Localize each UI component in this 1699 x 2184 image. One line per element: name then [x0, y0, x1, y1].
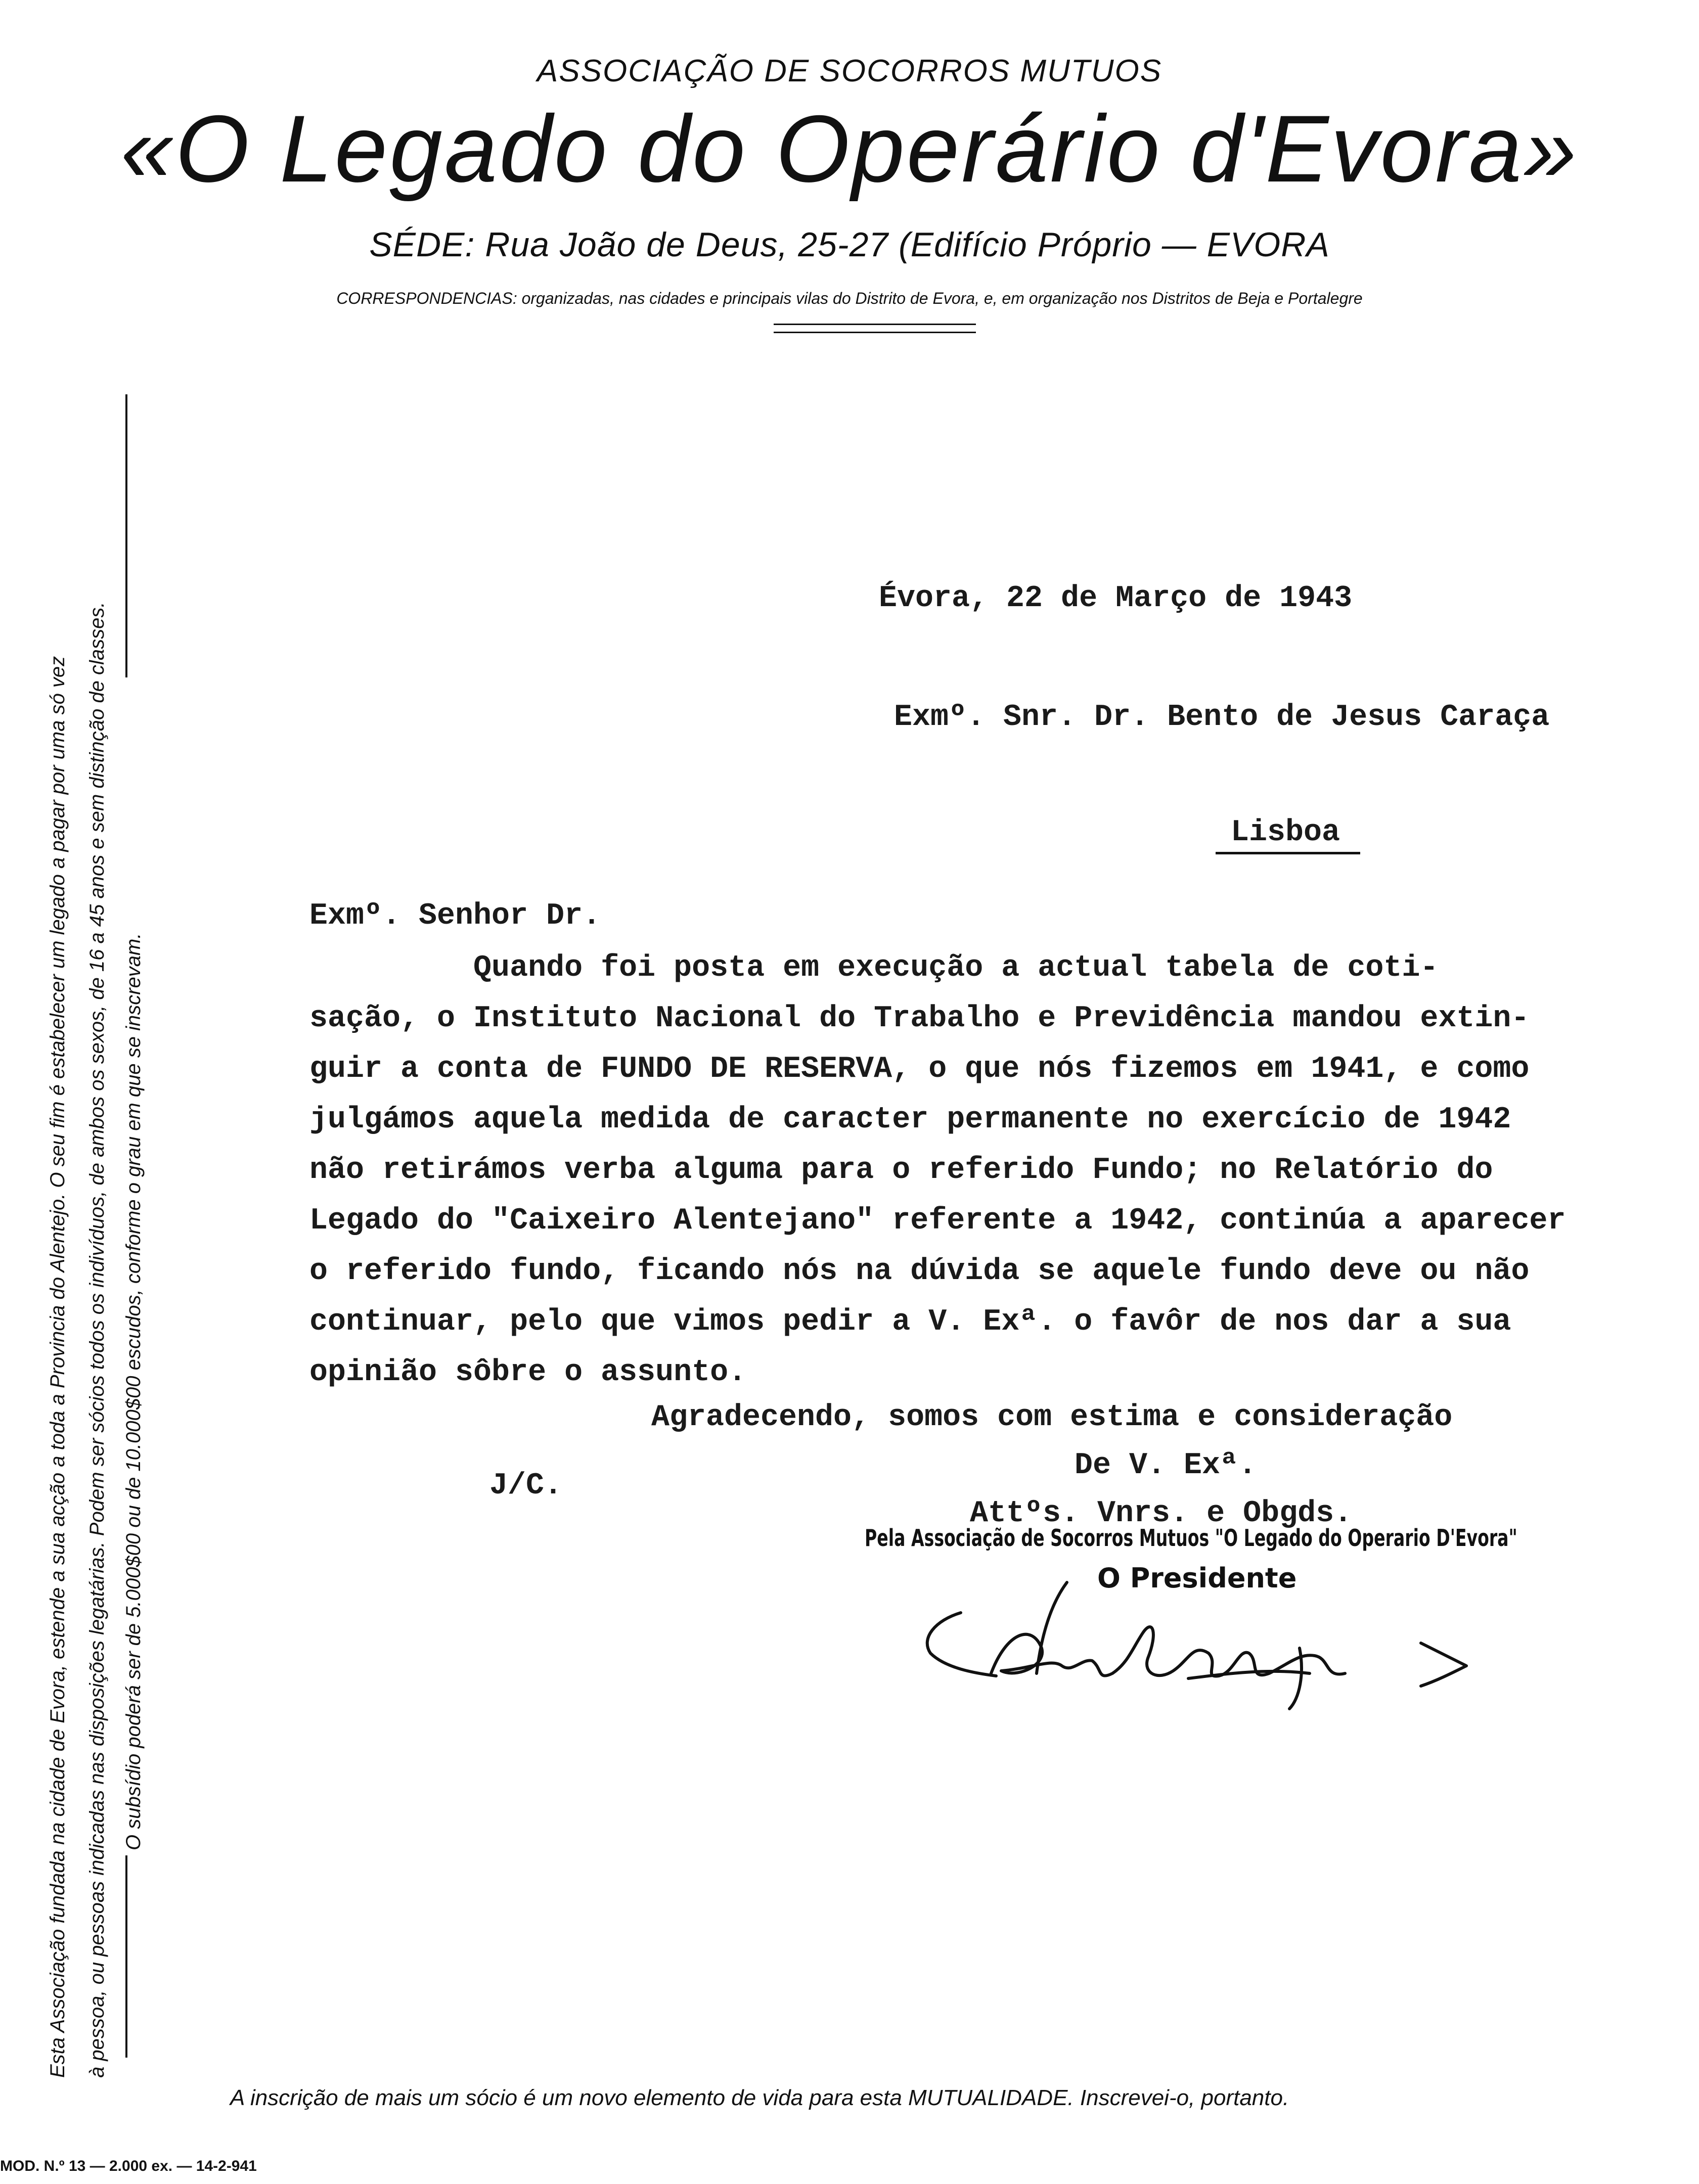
margin-text-line-2: à pessoa, ou pessoas indicadas nas disposições legatárias. Podem ser sócios todos os indivíduos, de ambos os sexos, de 16 a 45 anos e sem distinção de classes. [86, 602, 108, 2078]
body-line: continuar, pelo que vimos pedir a V. Exª. o favôr de nos dar a sua [309, 1305, 1511, 1339]
margin-text-line-1: Esta Associação fundada na cidade de Evora, estende a sua acção a toda a Provincia do Alentejo. O seu fim é estabelecer um legado a pagar por uma só vez [47, 656, 69, 2078]
header-divider [774, 324, 976, 325]
letter-body [309, 943, 1566, 1398]
closing-line: Agradecendo, somos com estima e consideração [651, 1400, 1453, 1435]
organization-title: «O Legado do Operário d'Evora» [120, 96, 1579, 202]
body-line: Legado do "Caixeiro Alentejano" referente a 1942, continúa a aparecer [309, 1204, 1566, 1238]
signature-stamp: Pela Associação de Socorros Mutuos "O Legado do Operario D'Evora" [865, 1524, 1517, 1552]
letter-date: Évora, 22 de Março de 1943 [879, 581, 1353, 616]
correspondence-note: CORRESPONDENCIAS: organizadas, nas cidades e principais vilas do Distrito de Evora, e, em organização nos Distritos de Beja e Portalegre [336, 289, 1363, 307]
body-line: opinião sôbre o assunto. [309, 1355, 747, 1390]
form-model-number: MOD. N.º 13 — 2.000 ex. — 14-2-941 [0, 2158, 257, 2174]
de-vexa: De V. Exª. [1075, 1448, 1257, 1483]
header-divider [774, 332, 976, 333]
body-line: não retirámos verba alguma para o referido Fundo; no Relatório do [309, 1153, 1493, 1188]
signatory-title: O Presidente [1097, 1562, 1297, 1594]
headquarters-address: SÉDE: Rua João de Deus, 25-27 (Edifício Próprio — EVORA [369, 225, 1330, 264]
margin-rule [125, 1855, 127, 2058]
typist-initials: J/C. [489, 1469, 563, 1503]
body-line: guir a conta de FUNDO DE RESERVA, o que nós fizemos em 1941, e como [309, 1052, 1530, 1086]
footer-slogan: A inscrição de mais um sócio é um novo elemento de vida para esta MUTUALIDADE. Inscrevei-o, portanto. [230, 2085, 1289, 2110]
body-line: sação, o Instituto Nacional do Trabalho e Previdência mandou extin- [309, 1002, 1530, 1036]
complimentary-close: Attºs. Vnrs. e Obgds. [970, 1496, 1353, 1531]
salutation: Exmº. Senhor Dr. [309, 899, 601, 933]
association-type: ASSOCIAÇÃO DE SOCORROS MUTUOS [536, 54, 1163, 88]
body-line: julgámos aquela medida de caracter permanente no exercício de 1942 [309, 1103, 1511, 1137]
recipient-city: Lisboa [1216, 815, 1360, 854]
recipient-name: Exmº. Snr. Dr. Bento de Jesus Caraça [894, 700, 1550, 735]
body-line: Quando foi posta em execução a actual tabela de coti- [309, 951, 1439, 985]
handwritten-signature [915, 1572, 1482, 1724]
margin-text-line-3: O subsídio poderá ser de 5.000$00 ou de 10.000$00 escudos, conforme o grau em que se inscrevam. [122, 933, 145, 1850]
body-line: o referido fundo, ficando nós na dúvida se aquele fundo deve ou não [309, 1254, 1530, 1289]
margin-rule [125, 394, 127, 677]
